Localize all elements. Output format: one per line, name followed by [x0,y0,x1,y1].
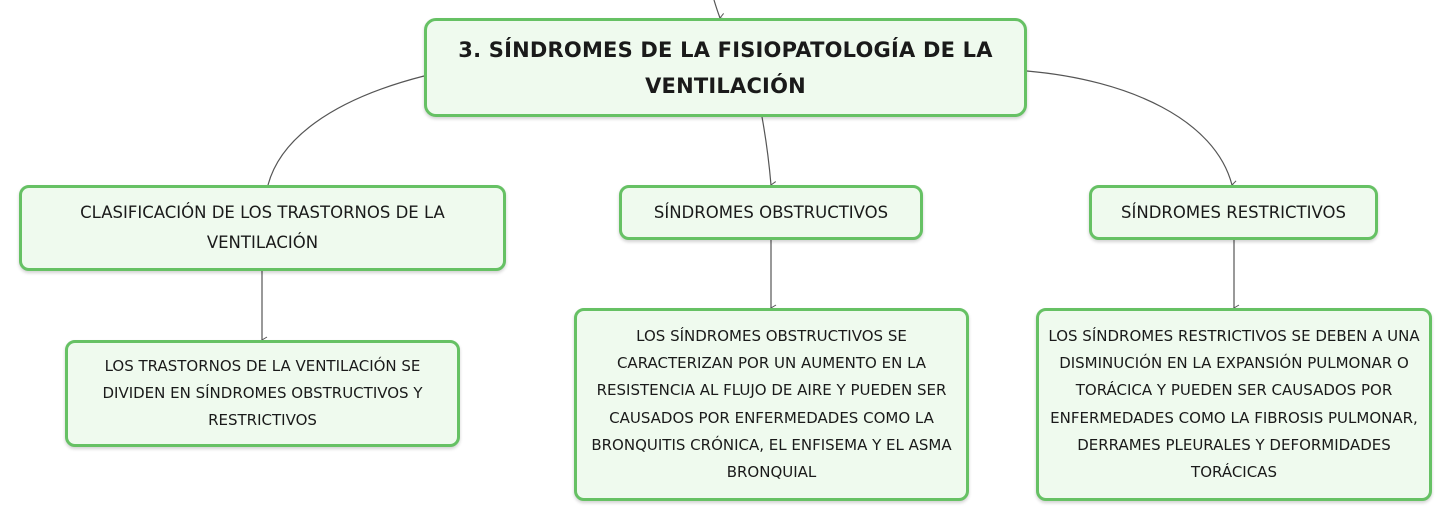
branch-clasificacion-node[interactable] [19,185,506,271]
detail-restrictivos-node[interactable] [1036,308,1432,501]
branch-obstructivos-label: SÍNDROMES OBSTRUCTIVOS [653,202,889,222]
detail-obstructivos-node[interactable] [574,308,969,501]
root-topic-label: 3. SÍNDROMES DE LA FISIOPATOLOGÍA DE LA VENTILACIÓN [458,37,993,98]
branch-obstructivos-node[interactable] [619,185,923,240]
detail-restrictivos-text: LOS SÍNDROMES RESTRICTIVOS SE DEBEN A UNA DISMINUCIÓN EN LA EXPANSIÓN PULMONAR O TORÁCICA Y PUEDEN SER CAUSADOS POR ENFERMEDADES COMO LA FIBROSIS PULMONAR, DERRAMES PLEURALES Y DEFORMIDADES TORÁCICAS [1048,326,1420,481]
root-topic-node[interactable] [424,18,1027,117]
connector-parent-to-root [714,0,720,18]
detail-clasificacion-text: LOS TRASTORNOS DE LA VENTILACIÓN SE DIVIDEN EN SÍNDROMES OBSTRUCTIVOS Y RESTRICTIVOS [102,356,423,430]
connector-root-to-obstructivos [762,117,771,185]
branch-restrictivos-label: SÍNDROMES RESTRICTIVOS [1121,202,1346,222]
detail-clasificacion-node[interactable] [65,340,460,447]
branch-clasificacion-label: CLASIFICACIÓN DE LOS TRASTORNOS DE LA VENTILACIÓN [80,203,445,252]
detail-obstructivos-text: LOS SÍNDROMES OBSTRUCTIVOS SE CARACTERIZAN POR UN AUMENTO EN LA RESISTENCIA AL FLUJO DE AIRE Y PUEDEN SER CAUSADOS POR ENFERMEDADES COMO LA BRONQUITIS CRÓNICA, EL ENFISEMA Y EL ASMA BRONQUIAL [591,326,952,481]
connector-root-to-clasificacion [268,76,424,185]
branch-restrictivos-node[interactable] [1089,185,1378,240]
connector-root-to-restrictivos [1027,71,1232,185]
